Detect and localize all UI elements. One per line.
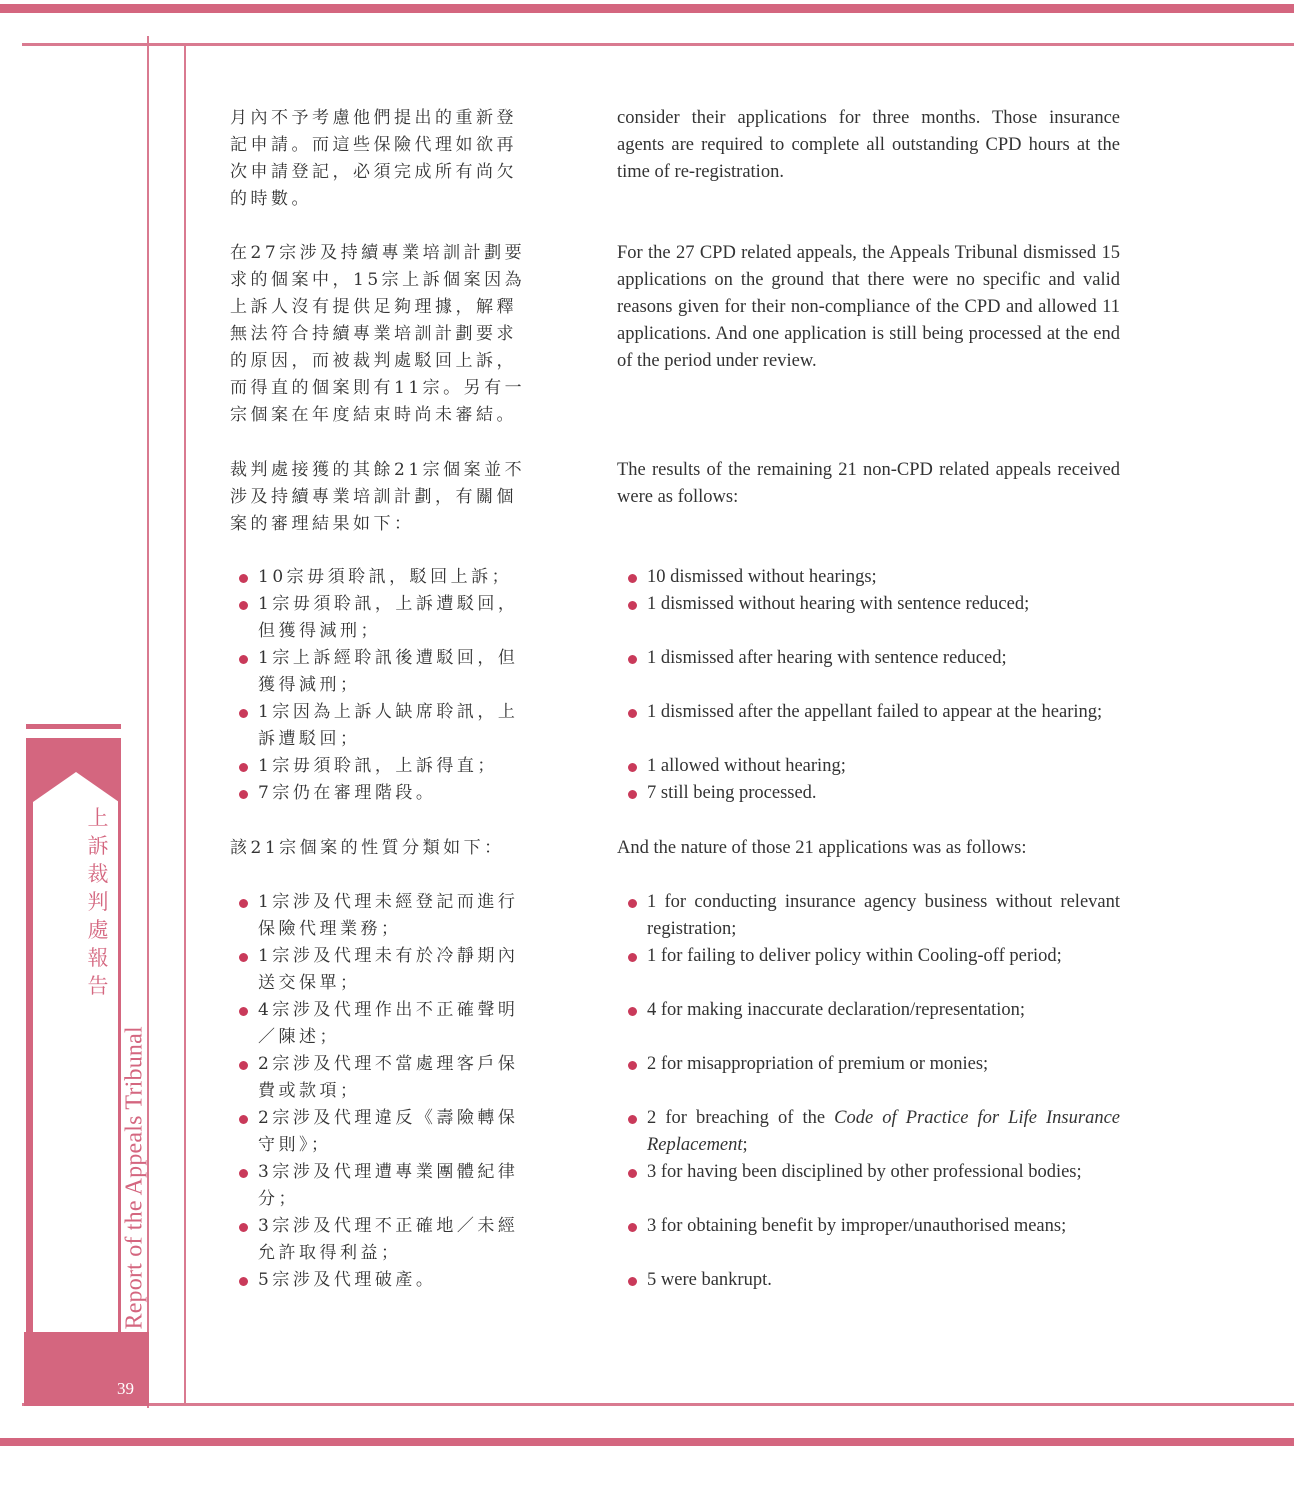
zh-nature-item: 3宗涉及代理不正確地／未經允許取得利益；: [258, 1216, 519, 1263]
zh-result-item: 1宗上訴經聆訊後遭駁回，但獲得減刑；: [258, 648, 519, 695]
side-title-en: Report of the Appeals Tribunal: [121, 1026, 148, 1330]
bullet-icon: [628, 1223, 637, 1232]
bullet-icon: [628, 655, 637, 664]
en-paragraph-3: The results of the remaining 21 non-CPD related appeals received were as follows:: [617, 460, 1120, 507]
zh-result-item: 7宗仍在審理階段。: [258, 783, 437, 803]
bullet-icon: [239, 1007, 248, 1016]
en-nature-item: 3 for having been disciplined by other professional bodies;: [647, 1162, 1082, 1182]
zh-nature-item: 2宗涉及代理違反《壽險轉保守則》；: [258, 1108, 519, 1155]
bullet-icon: [628, 601, 637, 610]
en-nature-item: 5 were bankrupt.: [647, 1270, 772, 1290]
bullet-icon: [628, 709, 637, 718]
en-result-item: 1 dismissed after the appellant failed to appear at the hearing;: [647, 702, 1103, 722]
bullet-icon: [628, 1115, 637, 1124]
zh-result-item: 10宗毋須聆訊，駁回上訴；: [258, 567, 513, 587]
bullet-icon: [628, 1169, 637, 1178]
bullet-icon: [239, 1061, 248, 1070]
en-paragraph-2: For the 27 CPD related appeals, the Appeals Tribunal dismissed 15 applications on the ground that there were no specific and valid reasons given for their non-compliance of the CPD and allowed 11 applications. And one application is still being processed at the end of the period under review.: [617, 243, 1120, 371]
en-paragraph-1: consider their applications for three months. Those insurance agents are required to complete all outstanding CPD hours at the time of re-registration.: [617, 108, 1120, 182]
bullet-icon: [628, 1277, 637, 1286]
en-result-item: 1 allowed without hearing;: [647, 756, 846, 776]
bullet-icon: [239, 1277, 248, 1286]
en-result-item: 1 dismissed without hearing with sentence reduced;: [647, 594, 1030, 614]
bullet-icon: [628, 1007, 637, 1016]
en-nature-item: 2 for misappropriation of premium or monies;: [647, 1054, 989, 1074]
bullet-icon: [628, 763, 637, 772]
bullet-icon: [239, 709, 248, 718]
zh-paragraph-3: 裁判處接獲的其餘21宗個案並不涉及持續專業培訓計劃，有關個案的審理結果如下：: [230, 460, 526, 534]
en-nature-item: 1 for conducting insurance agency business without relevant registration;: [647, 892, 1120, 939]
en-nature-item: 3 for obtaining benefit by improper/unauthorised means;: [647, 1216, 1067, 1236]
side-tab-edge: [118, 772, 120, 1334]
zh-result-item: 1宗毋須聆訊，上訴得直；: [258, 756, 498, 776]
zh-result-item: 1宗毋須聆訊，上訴遭駁回，但獲得減刑；: [258, 594, 519, 641]
bullet-icon: [628, 953, 637, 962]
bullet-icon: [628, 1061, 637, 1070]
en-paragraph-4: And the nature of those 21 applications was as follows:: [617, 838, 1027, 858]
zh-nature-item: 2宗涉及代理不當處理客戶保費或款項；: [258, 1054, 519, 1101]
zh-nature-item: 3宗涉及代理遭專業團體紀律分；: [258, 1162, 519, 1209]
bullet-icon: [239, 763, 248, 772]
en-nature-item: 4 for making inaccurate declaration/representation;: [647, 1000, 1026, 1020]
bullet-icon: [239, 1169, 248, 1178]
top-rule: [22, 43, 1294, 46]
en-result-item: 10 dismissed without hearings;: [647, 567, 877, 587]
top-brush-stroke: [0, 4, 1294, 13]
bullet-icon: [239, 601, 248, 610]
zh-paragraph-4: 該21宗個案的性質分類如下：: [230, 838, 505, 858]
zh-nature-item: 5宗涉及代理破產。: [258, 1270, 437, 1290]
zh-nature-item: 1宗涉及代理未經登記而進行保險代理業務；: [258, 892, 519, 939]
bottom-rule: [22, 1403, 1294, 1406]
bullet-icon: [628, 899, 637, 908]
en-result-item: 1 dismissed after hearing with sentence reduced;: [647, 648, 1007, 668]
side-title-zh: 上 訴 裁 判 處 報 告: [87, 806, 109, 998]
zh-nature-item: 4宗涉及代理作出不正確聲明／陳述；: [258, 1000, 519, 1047]
bottom-brush-stroke: [0, 1438, 1294, 1446]
margin-rule-right: [184, 46, 186, 1406]
en-nature-item: 1 for failing to deliver policy within Cooling-off period;: [647, 946, 1062, 966]
en-result-item: 7 still being processed.: [647, 783, 817, 803]
bullet-icon: [239, 899, 248, 908]
bullet-icon: [628, 790, 637, 799]
en-nature-item: 2 for breaching of the Code of Practice for Life Insurance Replacement;: [647, 1108, 1120, 1155]
bullet-icon: [239, 1115, 248, 1124]
zh-nature-item: 1宗涉及代理未有於冷靜期內送交保單；: [258, 946, 519, 993]
bullet-icon: [239, 655, 248, 664]
zh-paragraph-1: 月內不予考慮他們提出的重新登記申請。而這些保險代理如欲再次申請登記，必須完成所有尚欠的時數。: [230, 108, 517, 209]
bullet-icon: [239, 1223, 248, 1232]
zh-paragraph-2: 在27宗涉及持續專業培訓計劃要求的個案中，15宗上訴個案因為上訴人沒有提供足夠理據，解釋無法符合持續專業培訓計劃要求的原因，而被裁判處駁回上訴，而得直的個案則有11宗。另有一宗個案在年度結束時尚未審結。: [230, 243, 526, 425]
side-tab-dash: [26, 724, 121, 729]
bullet-icon: [628, 574, 637, 583]
bullet-icon: [239, 953, 248, 962]
zh-result-item: 1宗因為上訴人缺席聆訊，上訴遭駁回；: [258, 702, 519, 749]
page-number: 39: [117, 1379, 134, 1398]
bullet-icon: [239, 574, 248, 583]
bullet-icon: [239, 790, 248, 799]
